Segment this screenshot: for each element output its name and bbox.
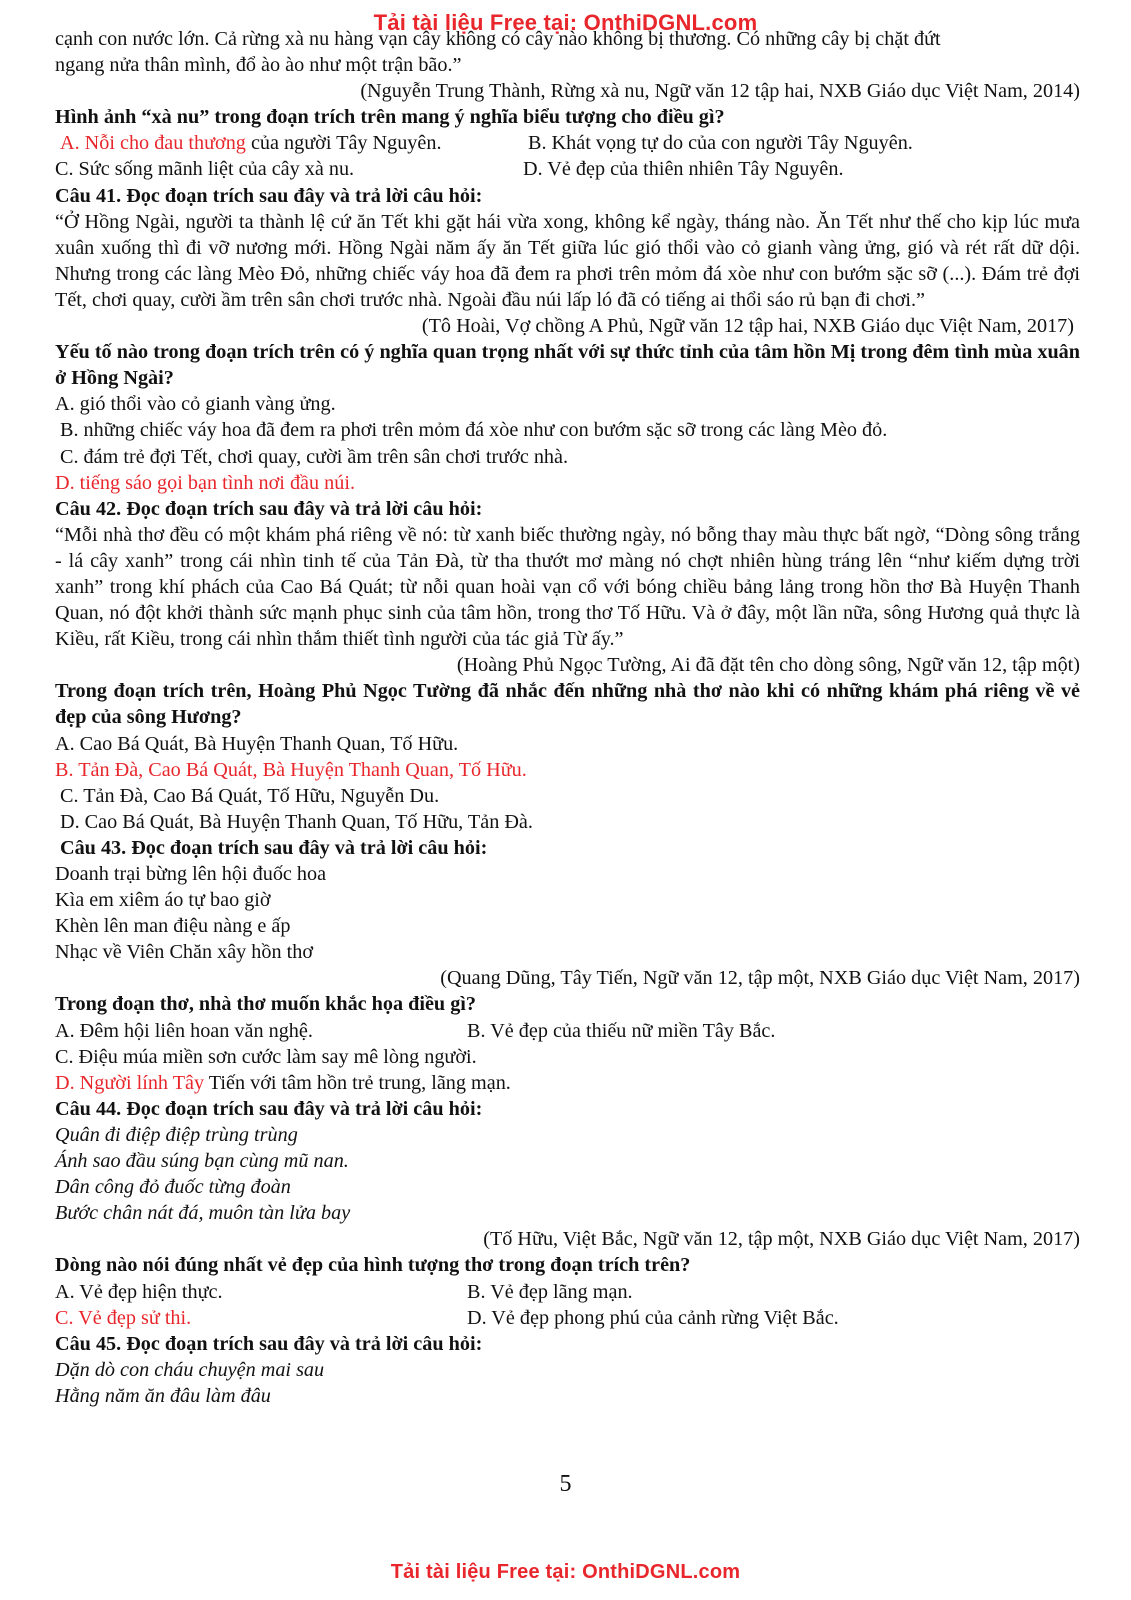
options-row [55,1305,1080,1331]
poem-line: Ánh sao đầu súng bạn cùng mũ nan. [55,1150,349,1173]
option-a: A. Cao Bá Quát, Bà Huyện Thanh Quan, Tố Hữu. [55,732,459,755]
options-row [55,1018,1080,1044]
option-d-answer: D. tiếng sáo gọi bạn tình nơi đầu núi. [55,471,355,494]
option-d [55,1070,1080,1096]
passage-line: ngang nửa thân mình, đổ ào ào như một trận bão.” [55,54,462,77]
source-citation: (Nguyễn Trung Thành, Rừng xà nu, Ngữ văn 12 tập hai, NXB Giáo dục Việt Nam, 2014) [360,80,1080,103]
option-text: Tiến với tâm hồn trẻ trung, lãng mạn. [204,1071,511,1094]
document-body [55,26,1080,1409]
option-c: C. Tản Đà, Cao Bá Quát, Tố Hữu, Nguyễn Du. [60,784,440,807]
option-a: A. gió thổi vào cỏ gianh vàng ửng. [55,393,336,416]
question-41-title: Câu 41. Đọc đoạn trích sau đây và trả lời câu hỏi: [55,184,483,207]
poem-line: Dặn dò con cháu chuyện mai sau [55,1358,325,1381]
source-citation: (Tố Hữu, Việt Bắc, Ngữ văn 12, tập một, NXB Giáo dục Việt Nam, 2017) [483,1228,1080,1251]
question-text: Trong đoạn thơ, nhà thơ muốn khắc họa điều gì? [55,993,476,1016]
option-c-answer: C. Vẻ đẹp sử thi. [55,1306,192,1329]
passage: “Ở Hồng Ngài, người ta thành lệ cứ ăn Tết khi gặt hái vừa xong, không kể ngày, tháng nào. Ăn Tết như thế cho kịp lúc mưa xuân xuống thì đi vỡ nương mới. Hồng Ngài năm ấy ăn Tết giữa lúc gió thổi vào cỏ gianh vàng ửng, gió và rét rất dữ dội. Nhưng trong các làng Mèo Đỏ, những chiếc váy hoa đã đem ra phơi trên mỏm đá xòe như con bướm sặc sỡ (...). Đám trẻ đợi Tết, chơi quay, cười ầm trên sân chơi trước nhà. Ngoài đầu núi lấp ló đã có tiếng ai thổi sáo rủ bạn đi chơi.” [55,210,1080,311]
answer-highlight: D. Người lính Tây [55,1071,205,1094]
question-text: Yếu tố nào trong đoạn trích trên có ý nghĩa quan trọng nhất với sự thức tỉnh của tâm hồn Mị trong đêm tình mùa xuân ở Hồng Ngài? [55,341,1080,390]
header-banner[interactable]: Tải tài liệu Free tại: OnthiDGNL.com [373,10,758,35]
option-c: C. đám trẻ đợi Tết, chơi quay, cười ầm trên sân chơi trước nhà. [60,445,569,468]
footer-banner[interactable]: Tải tài liệu Free tại: OnthiDGNL.com [390,1561,741,1583]
question-43-title: Câu 43. Đọc đoạn trích sau đây và trả lời câu hỏi: [60,836,488,859]
answer-highlight: A. Nỗi cho đau thương [60,132,246,155]
option-d: D. Vẻ đẹp của thiên nhiên Tây Nguyên. [523,158,844,181]
option-d: D. Vẻ đẹp phong phú của cảnh rừng Việt Bắc. [467,1306,839,1329]
option-a: A. Vẻ đẹp hiện thực. [55,1280,223,1303]
question-42-title: Câu 42. Đọc đoạn trích sau đây và trả lời câu hỏi: [55,497,483,520]
option-c: C. Điệu múa miền sơn cước làm say mê lòng người. [55,1045,477,1068]
option-d: D. Cao Bá Quát, Bà Huyện Thanh Quan, Tố Hữu, Tản Đà. [60,810,533,833]
poem-line: Hằng năm ăn đâu làm đâu [55,1384,271,1407]
passage: “Mỗi nhà thơ đều có một khám phá riêng về nó: từ xanh biếc thường ngày, nó bỗng thay màu thực bất ngờ, “Dòng sông trắng - lá cây xanh” trong cái nhìn tinh tế của Tản Đà, từ tha thướt mơ màng nó chợt nhiên hùng tráng lên “như kiếm dựng trời xanh” trong khí phách của Cao Bá Quát; từ nỗi quan hoài vạn cổ với bóng chiều bảng lảng trong hồn thơ Bà Huyện Thanh Quan, nó đột khởi thành sức mạnh phục sinh của tâm hồn, trong thơ Tố Hữu. Và ở đây, một lần nữa, sông Hương quả thực là Kiều, rất Kiều, trong cái nhìn thắm thiết tình người của tác giả Từ ấy.” [55,523,1080,651]
source-citation: (Hoàng Phủ Ngọc Tường, Ai đã đặt tên cho dòng sông, Ngữ văn 12, tập một) [456,654,1080,677]
option-b-answer: B. Tản Đà, Cao Bá Quát, Bà Huyện Thanh Quan, Tố Hữu. [55,758,527,781]
option-b: B. Vẻ đẹp của thiếu nữ miền Tây Bắc. [467,1019,776,1042]
poem-line: Nhạc về Viên Chăn xây hồn thơ [55,941,314,964]
option-b: B. Vẻ đẹp lãng mạn. [467,1280,633,1303]
option-c: C. Sức sống mãnh liệt của cây xà nu. [55,158,355,181]
options-row [55,156,1080,182]
option-a [55,130,528,156]
options-row [55,1279,1080,1305]
option-text: của người Tây Nguyên. [245,132,442,155]
question-text: Trong đoạn trích trên, Hoàng Phủ Ngọc Tường đã nhắc đến những nhà thơ nào khi có những khám phá riêng về vẻ đẹp của sông Hương? [55,680,1080,729]
poem-line: Kìa em xiêm áo tự bao giờ [55,889,271,912]
source-citation: (Tô Hoài, Vợ chồng A Phủ, Ngữ văn 12 tập hai, NXB Giáo dục Việt Nam, 2017) [421,315,1074,338]
option-b: B. những chiếc váy hoa đã đem ra phơi trên mỏm đá xòe như con bướm sặc sỡ trong các làng Mèo đỏ. [60,419,888,442]
poem-line: Quân đi điệp điệp trùng trùng [55,1123,298,1146]
page-number: 5 [559,1471,572,1497]
question-44-title: Câu 44. Đọc đoạn trích sau đây và trả lời câu hỏi: [55,1097,483,1120]
option-b: B. Khát vọng tự do của con người Tây Nguyên. [528,132,913,155]
poem-line: Doanh trại bừng lên hội đuốc hoa [55,863,327,885]
question-text: Dòng nào nói đúng nhất vẻ đẹp của hình tượng thơ trong đoạn trích trên? [55,1254,691,1277]
question-45-title: Câu 45. Đọc đoạn trích sau đây và trả lời câu hỏi: [55,1332,483,1355]
passage-line: cạnh con nước lớn. Cả rừng xà nu hàng vạn cây không có cây nào không bị thương. Có những cây bị chặt đứt [55,28,941,50]
poem-line: Dân công đỏ đuốc từng đoàn [55,1176,291,1199]
poem-line: Khèn lên man điệu nàng e ấp [55,915,291,938]
option-a: A. Đêm hội liên hoan văn nghệ. [55,1019,313,1042]
options-row [55,130,1080,156]
source-citation: (Quang Dũng, Tây Tiến, Ngữ văn 12, tập một, NXB Giáo dục Việt Nam, 2017) [440,967,1080,990]
question-text: Hình ảnh “xà nu” trong đoạn trích trên mang ý nghĩa biểu tượng cho điều gì? [55,106,725,129]
poem-line: Bước chân nát đá, muôn tàn lửa bay [55,1202,351,1225]
